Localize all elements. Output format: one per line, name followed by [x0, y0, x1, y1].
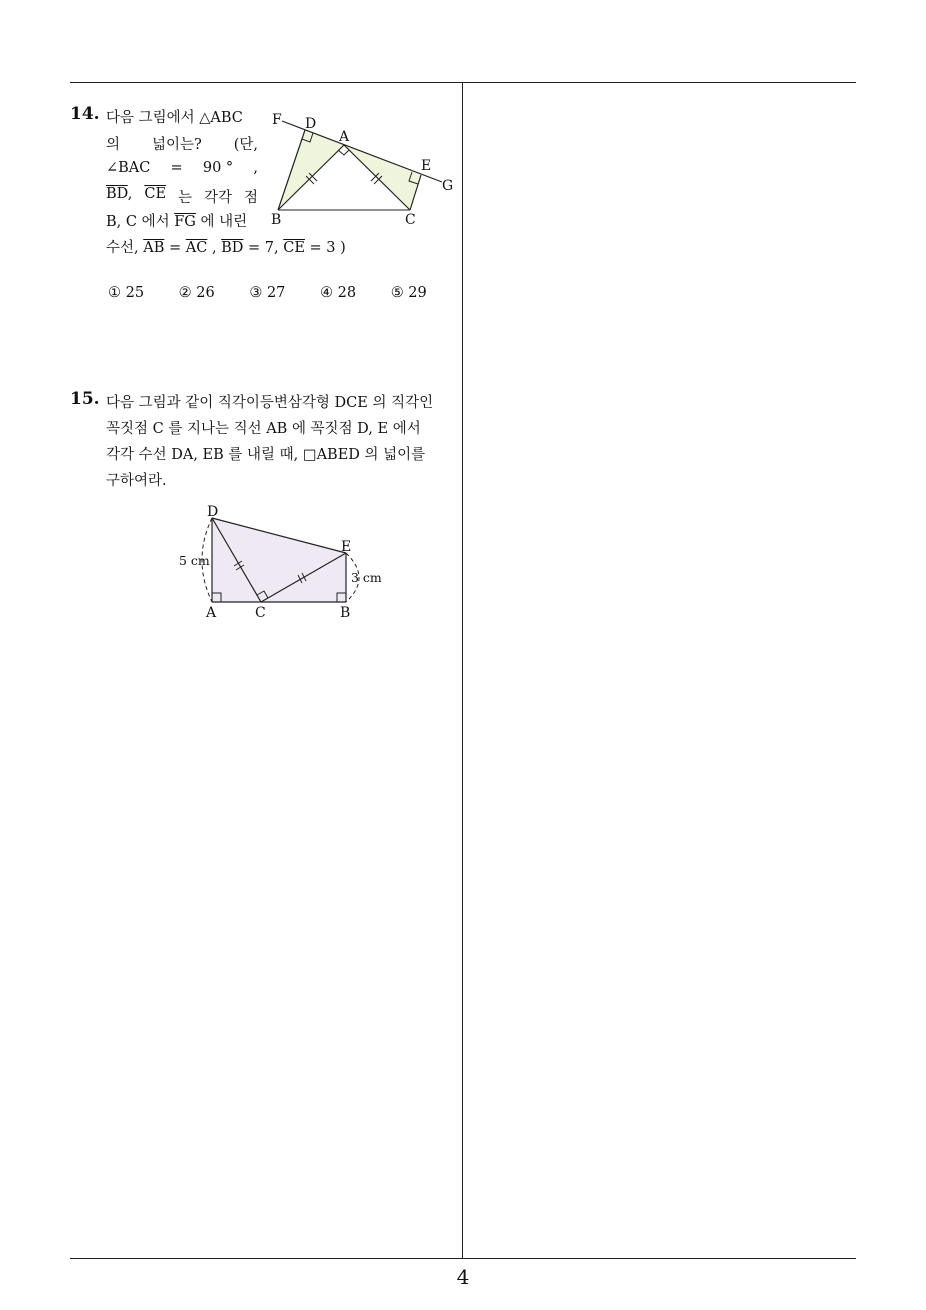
q15-line-2: 꼭짓점 C 를 지나는 직선 AB 에 꼭짓점 D, E 에서 — [106, 421, 421, 437]
label-b: B — [340, 605, 351, 621]
top-rule — [70, 82, 856, 83]
label-b: B — [271, 212, 282, 228]
length-eb: 3 cm — [351, 570, 382, 585]
label-a: A — [206, 605, 217, 621]
q14-line-5: B, C 에서 $\overline{FG}$ 에 내린 — [106, 214, 248, 230]
label-e: E — [341, 539, 352, 555]
q14-line-1: 다음 그림에서 △ABC — [106, 110, 243, 126]
choice-1[interactable]: ① 25 — [108, 285, 145, 301]
bottom-rule — [70, 1258, 856, 1259]
q14-choices — [108, 285, 457, 301]
choice-5[interactable]: ⑤ 29 — [390, 285, 427, 301]
q15-line-1: 다음 그림과 같이 직각이등변삼각형 DCE 의 직각인 — [106, 395, 434, 411]
label-c: C — [405, 212, 416, 228]
choice-4[interactable]: ④ 28 — [320, 285, 357, 301]
label-d: D — [207, 504, 219, 520]
label-c: C — [255, 605, 266, 621]
q14-number: 14. — [70, 104, 100, 124]
label-f: F — [272, 112, 282, 128]
choice-3[interactable]: ③ 27 — [249, 285, 286, 301]
right-angle-a — [338, 150, 349, 155]
label-e: E — [421, 158, 432, 174]
q14-shade-abd — [278, 130, 344, 210]
q14-shade-ace — [344, 145, 421, 210]
q15-number: 15. — [70, 389, 100, 409]
length-da: 5 cm — [179, 553, 210, 568]
q15-figure — [175, 500, 390, 625]
q15-shade-abed — [212, 518, 346, 602]
label-d: D — [305, 116, 317, 132]
label-a: A — [339, 129, 350, 145]
q14-line-2: 의 넓이는? (단, — [106, 137, 258, 153]
q14-line-6: 수선, $\overline{AB} = \overline{AC}$ , $\overline{BD} = 7$, $\overline{CE} = 3$ ) — [106, 240, 346, 256]
page-number: 4 — [456, 1265, 470, 1289]
label-g: G — [442, 178, 454, 194]
q15-line-4: 구하여라. — [106, 473, 167, 489]
q14-figure — [262, 100, 462, 230]
choice-2[interactable]: ② 26 — [178, 285, 215, 301]
q14-line-3: ∠BAC = 90 ° , — [106, 160, 258, 176]
column-divider — [462, 82, 463, 1258]
q14-line-4: $\overline{BD}$, $\overline{CE}$ 는 각각 점 — [106, 186, 258, 206]
q15-line-3: 각각 수선 DA, EB 를 내릴 때, □ABED 의 넓이를 — [106, 447, 426, 463]
